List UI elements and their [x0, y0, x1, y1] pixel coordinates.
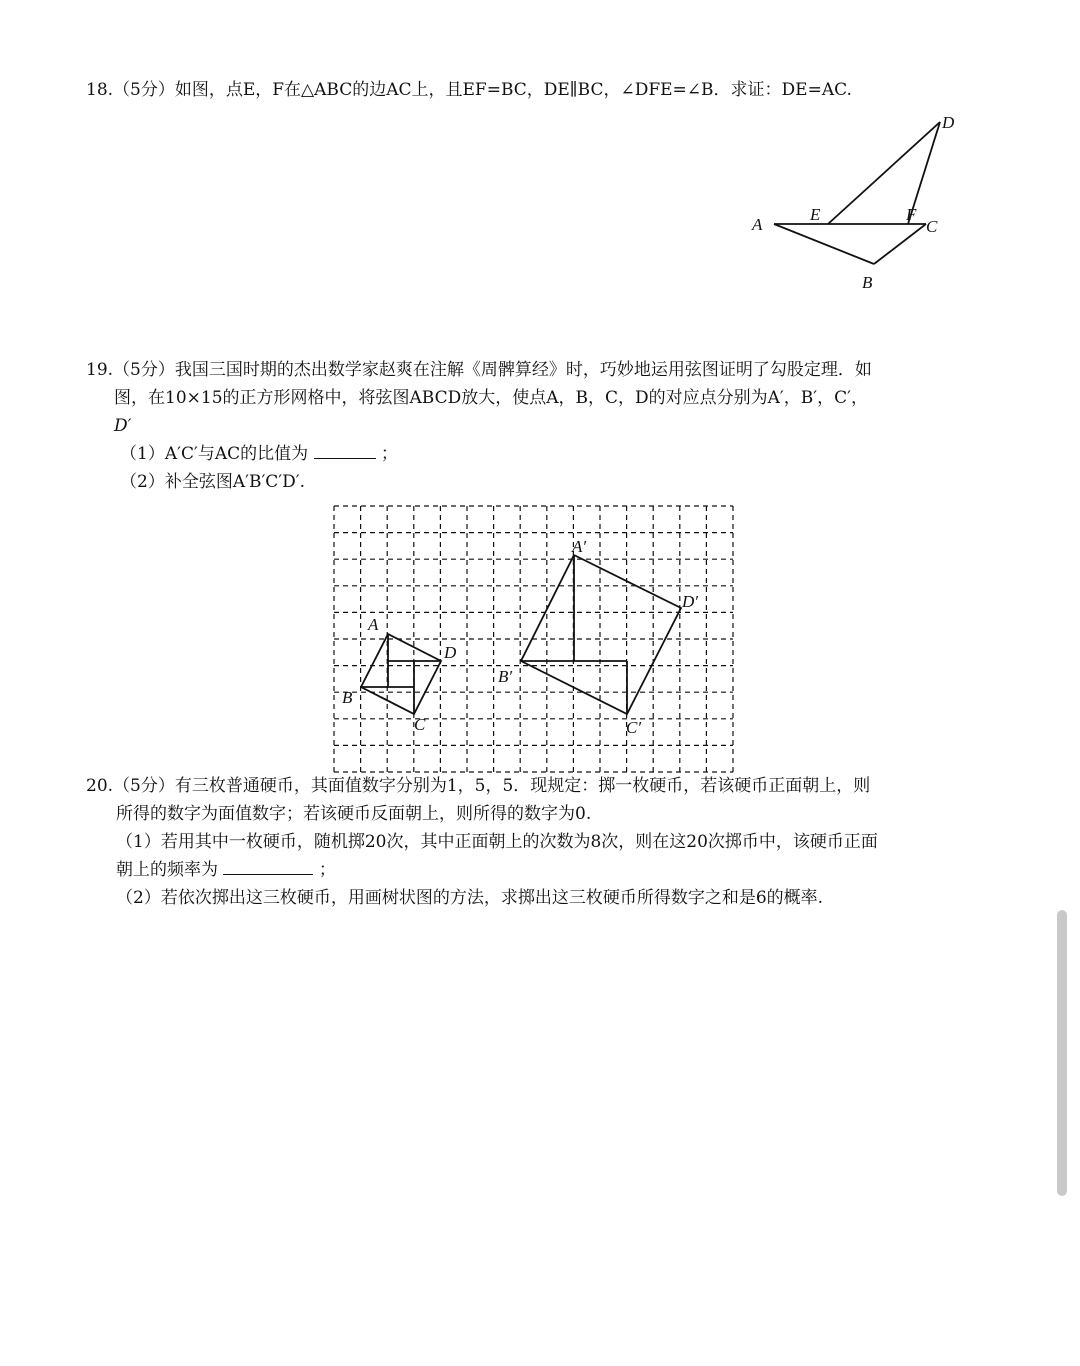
grid-label-B: B — [342, 688, 353, 707]
question-19-line3: D′ — [114, 416, 132, 436]
question-19-part1 — [86, 440, 872, 468]
question-18 — [86, 76, 852, 104]
grid-label-A-prime: A′ — [572, 537, 587, 556]
label-C: C — [926, 217, 938, 236]
question-19-line2: 图，在10×15的正方形网格中，将弦图ABCD放大，使点A，B，C，D的对应点分别为A′，B′，C′， — [114, 388, 868, 408]
question-20-part1-end: ； — [318, 860, 336, 880]
question-20-line2: 所得的数字为面值数字；若该硬币反面朝上，则所得的数字为0. — [116, 804, 592, 824]
segment-BC — [874, 224, 926, 264]
vertical-scrollbar[interactable] — [1057, 910, 1067, 1196]
grid-label-C-prime: C′ — [626, 718, 642, 737]
grid-figure-19 — [326, 500, 746, 776]
label-F: F — [906, 205, 917, 224]
label-E: E — [810, 205, 821, 224]
question-20-part1-text: 朝上的频率为 — [116, 860, 218, 880]
large-square-partial — [521, 555, 681, 714]
question-19-line1: 19.（5分）我国三国时期的杰出数学家赵爽在注解《周髀算经》时，巧妙地运用弦图证明了勾股定理．如 — [86, 360, 872, 380]
question-19-part2: （2）补全弦图A′B′C′D′. — [120, 472, 306, 492]
label-A: A — [752, 215, 763, 234]
question-20-line1: 20.（5分）有三枚普通硬币，其面值数字分别为1，5，5．现规定：掷一枚硬币，若该硬币正面朝上，则 — [86, 776, 871, 796]
question-20-part2: （2）若依次掷出这三枚硬币，用画树状图的方法，求掷出这三枚硬币所得数字之和是6的概率. — [116, 888, 824, 908]
figure-18 — [740, 108, 980, 298]
small-square-ABCD — [361, 634, 441, 714]
label-B: B — [862, 273, 873, 292]
grid-label-D: D — [444, 643, 457, 662]
grid-label-B-prime: B′ — [498, 667, 513, 686]
dashed-grid — [334, 506, 733, 772]
grid-label-C: C — [414, 715, 426, 734]
answer-blank-19-1[interactable] — [314, 440, 376, 459]
question-18-text: 18.（5分）如图，点E，F在△ABC的边AC上，且EF=BC，DE∥BC，∠DFE=∠B．求证：DE=AC. — [86, 80, 852, 100]
question-19-part1-end: ； — [380, 444, 398, 464]
question-19 — [86, 356, 872, 496]
label-D: D — [942, 113, 955, 132]
question-20-part1-line1: （1）若用其中一枚硬币，随机掷20次，其中正面朝上的次数为8次，则在这20次掷币中，该硬币正面 — [116, 832, 878, 852]
question-19-part1-text: （1）A′C′与AC的比值为 — [120, 444, 309, 464]
grid-label-D-prime: D′ — [682, 592, 698, 611]
segment-AB — [774, 224, 874, 264]
grid-label-A: A — [368, 615, 379, 634]
question-20 — [86, 772, 878, 912]
question-20-part1-line2 — [86, 856, 878, 884]
answer-blank-20-1[interactable] — [223, 856, 313, 875]
